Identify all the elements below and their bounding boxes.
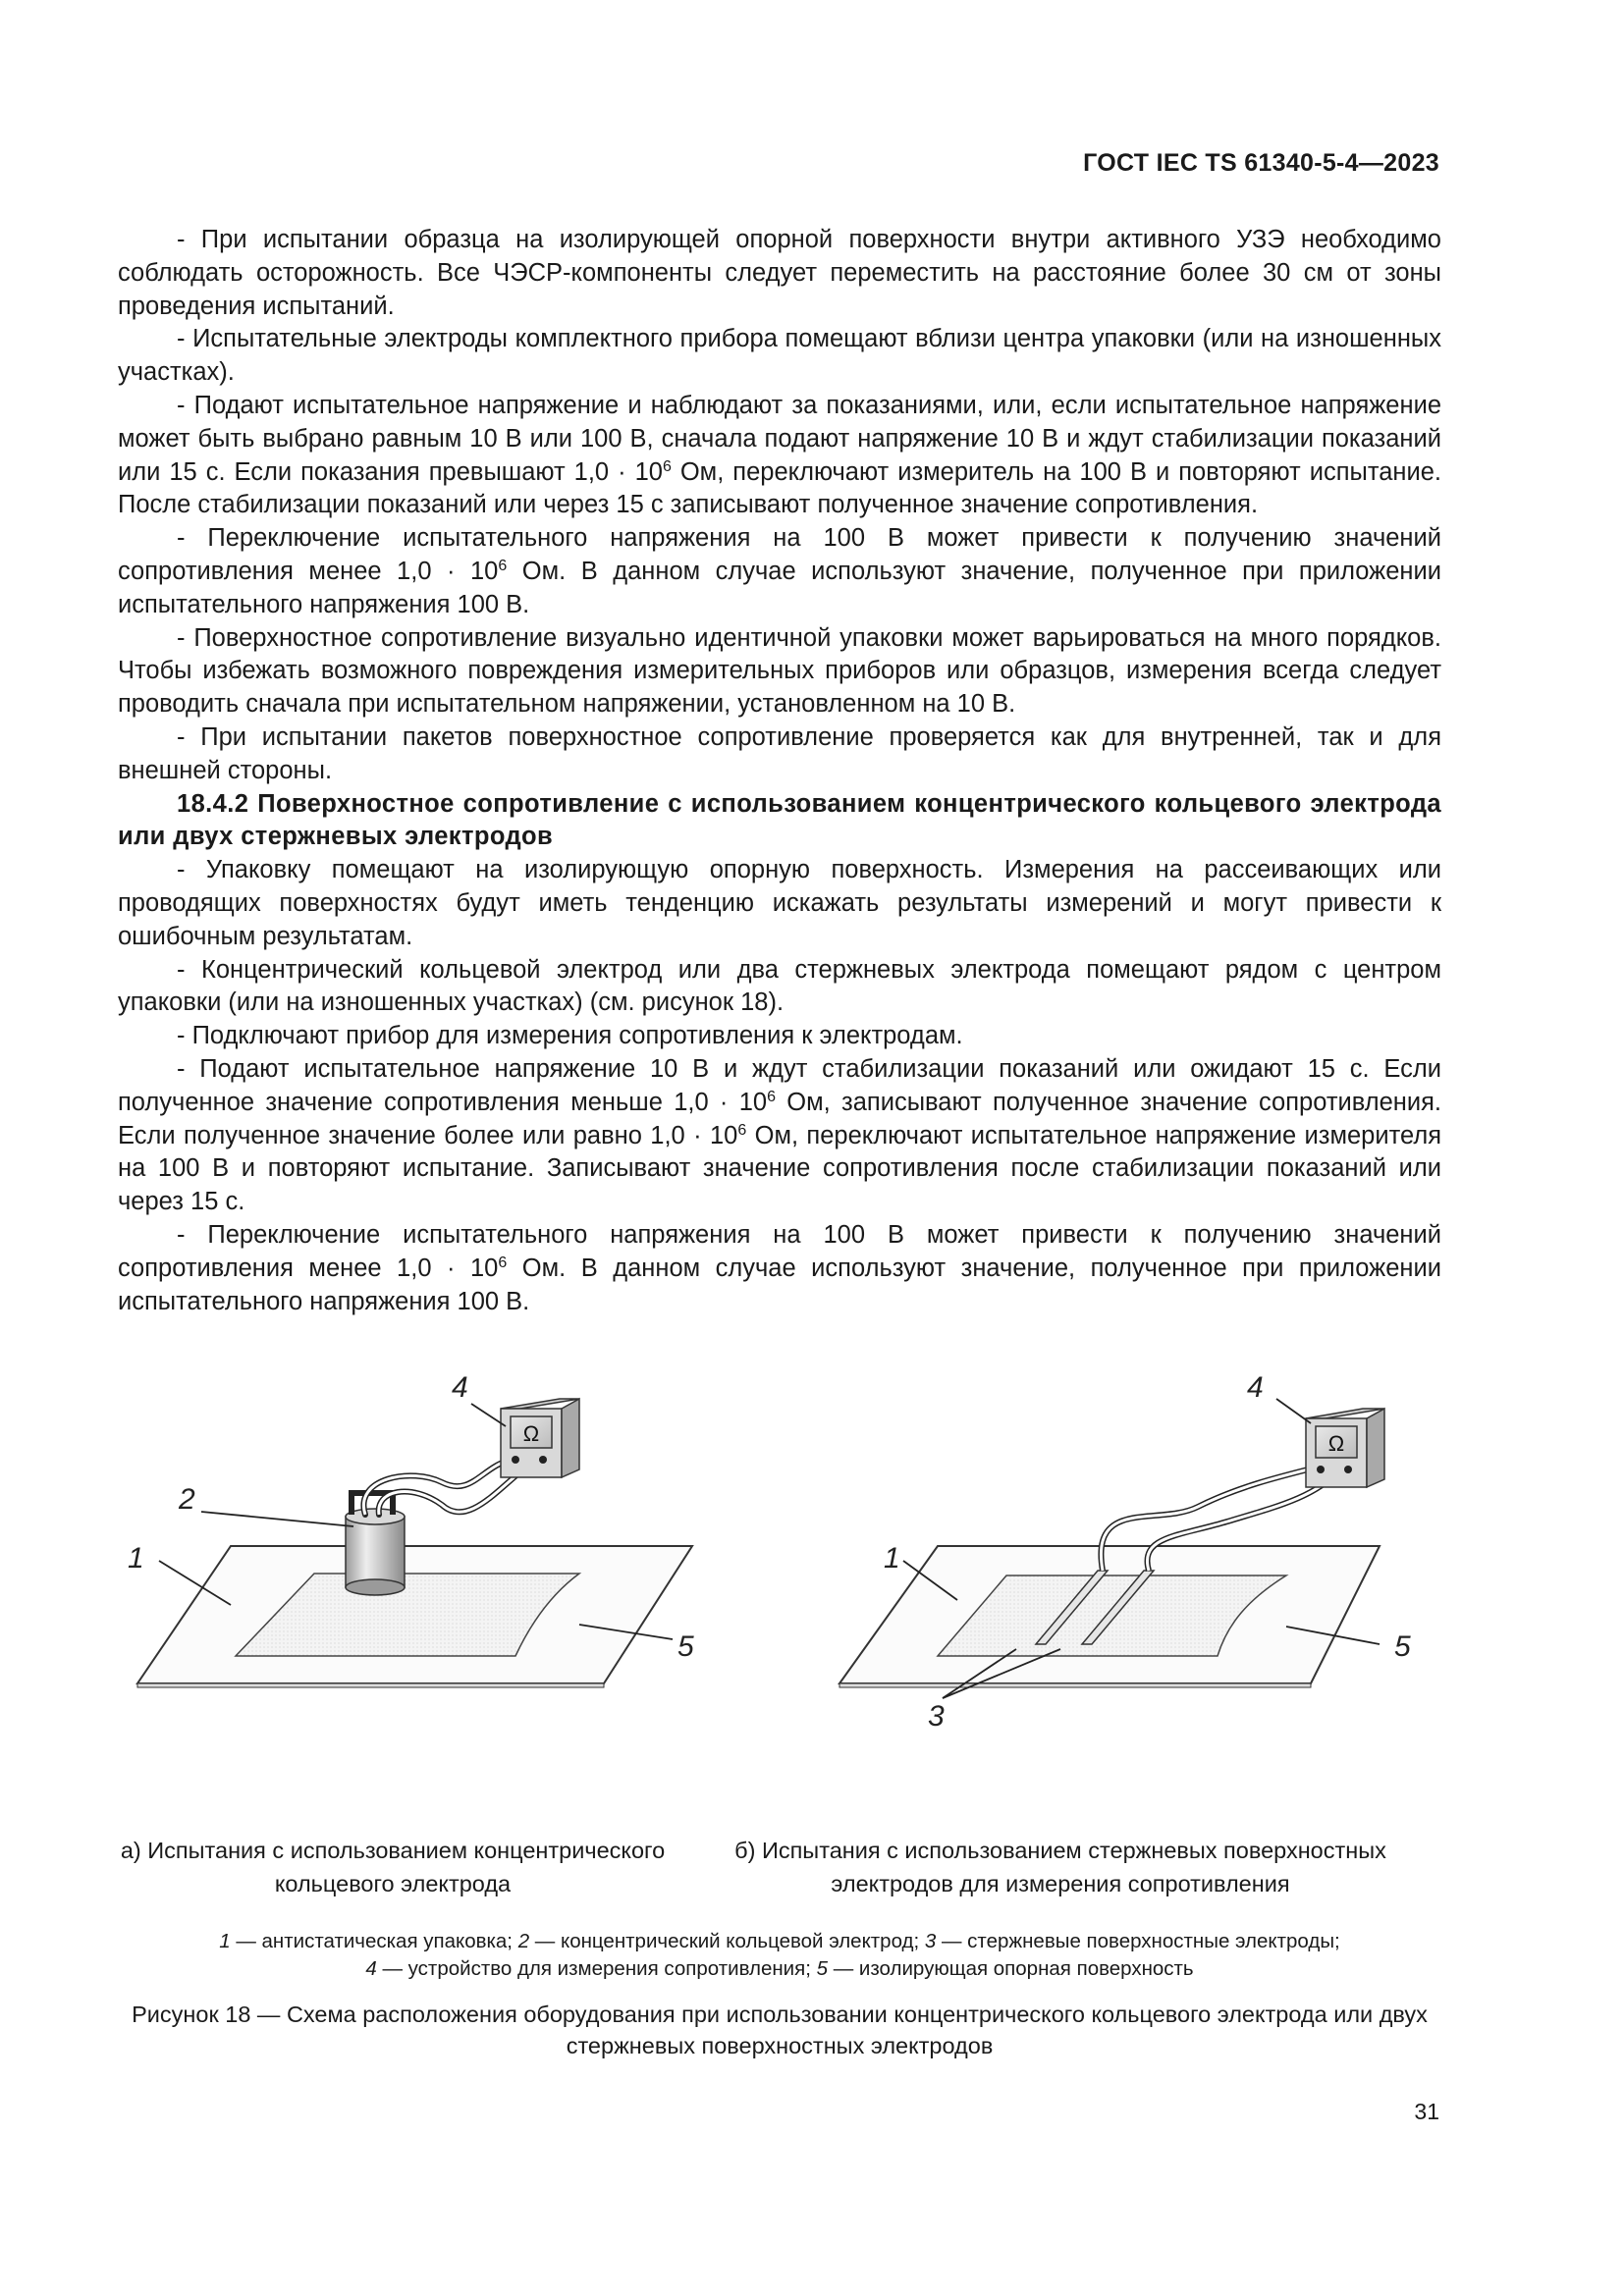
label-1-a: 1 — [128, 1542, 144, 1575]
figure-18 — [118, 1371, 1441, 1733]
label-5-a: 5 — [677, 1630, 694, 1663]
figure-diagram — [118, 1371, 1441, 1733]
paragraph: - Переключение испытательного напряжения на 100 В может привести к получению значений сопротивления менее $1,0 \cdot 10^6$ Ом. В данном случае используют значение, полученное при приложении испытательного напряжения 100 В. — [118, 1220, 1441, 1315]
paragraph: - При испытании пакетов поверхностное сопротивление проверяется как для внутренней, так и для внешней стороны. — [118, 722, 1441, 784]
figure-title: Рисунок 18 — Схема расположения оборудования при использовании концентрического кольцевого электрода или двух стержневых поверхностных электродов — [132, 2002, 1428, 2058]
paragraph: - Подают испытательное напряжение 10 В и ждут стабилизации показаний или ожидают 15 с. Если полученное значение сопротивления меньше $1,0 \cdot 10^6$ Ом, записывают полученное значение сопротивления. Если полученное значение более или равно $1,0 \cdot 10^6$ Ом, переключают испытательное напряжение измерителя на 100 В и повторяют испытание. Записывают значение сопротивления после стабилизации показаний или через 15 с. — [118, 1054, 1442, 1216]
paragraph: - При испытании образца на изолирующей опорной поверхности внутри активного УЗЭ необходимо соблюдать осторожность. Все ЧЭСР-компоненты следует переместить на расстояние более 30 см от зоны проведения испытаний. — [118, 226, 1441, 320]
legend-item: 3 — стержневые поверхностные электроды; — [924, 1930, 1340, 1952]
label-4-a: 4 — [452, 1371, 468, 1404]
figure-b — [839, 1371, 1411, 1733]
paragraph: - Испытательные электроды комплектного прибора помещают вблизи центра упаковки (или на изношенных участках). — [118, 325, 1441, 387]
paragraph: - Подают испытательное напряжение и наблюдают за показаниями, или, если испытательное напряжение может быть выбрано равным 10 В или 100 В, сначала подают напряжение 10 В и ждут стабилизации показаний или 15 с. Если показания превышают $1,0 \cdot 10^6$ Ом, переключают измеритель на 100 В и повторяют испытание. После стабилизации показаний или через 15 с записывают полученное значение сопротивления. — [118, 391, 1441, 519]
legend-item: 2 — концентрический кольцевой электрод; — [517, 1930, 925, 1952]
figure-legend — [118, 1928, 1441, 1983]
ring-electrode — [346, 1517, 405, 1587]
label-5-b: 5 — [1394, 1630, 1411, 1663]
paragraph: - Концентрический кольцевой электрод или два стержневых электрода помещают рядом с центром упаковки (или на изношенных участках) (см. рисунок 18). — [118, 955, 1441, 1017]
document-header: ГОСТ IEC TS 61340-5-4—2023 — [1083, 149, 1439, 177]
ohm-symbol: Ω — [522, 1421, 540, 1446]
legend-item: 1 — антистатическая упаковка; — [219, 1930, 518, 1952]
paragraph: - Переключение испытательного напряжения на 100 В может привести к получению значений сопротивления менее $1,0 \cdot 10^6$ Ом. В данном случае используют значение, полученное при приложении испытательного напряжения 100 В. — [118, 524, 1441, 618]
label-4-b: 4 — [1247, 1371, 1264, 1404]
page-number: 31 — [1414, 2099, 1439, 2124]
legend-item: 4 — устройство для измерения сопротивления; — [365, 1957, 817, 1980]
label-1-b: 1 — [884, 1542, 900, 1575]
legend-item: 5 — изолирующая опорная поверхность — [816, 1957, 1194, 1980]
paragraph: - Подключают прибор для измерения сопротивления к электродам. — [177, 1022, 963, 1050]
caption-a: а) Испытания с использованием концентрического кольцевого электрода — [120, 1838, 666, 1896]
label-3: 3 — [928, 1700, 945, 1733]
caption-b: б) Испытания с использованием стержневых поверхностных электродов для измерения сопротивления — [734, 1838, 1386, 1896]
body-text — [118, 224, 1441, 1318]
ohm-symbol: Ω — [1327, 1431, 1345, 1456]
paragraph: - Поверхностное сопротивление визуально идентичной упаковки может варьироваться на много порядков. Чтобы избежать возможного повреждения измерительных приборов или образцов, измерения всегда следует проводить сначала при испытательном напряжении, установленном на 10 В. — [118, 623, 1441, 719]
figure-a — [128, 1371, 694, 1687]
label-2: 2 — [179, 1483, 195, 1516]
section-heading: 18.4.2 Поверхностное сопротивление с использованием концентрического кольцевого электрода или двух стержневых электродов — [118, 789, 1441, 851]
paragraph: - Упаковку помещают на изолирующую опорную поверхность. Измерения на рассеивающих или проводящих поверхностях будут иметь тенденцию искажать результаты измерений и могут привести к ошибочным результатам. — [118, 856, 1441, 950]
